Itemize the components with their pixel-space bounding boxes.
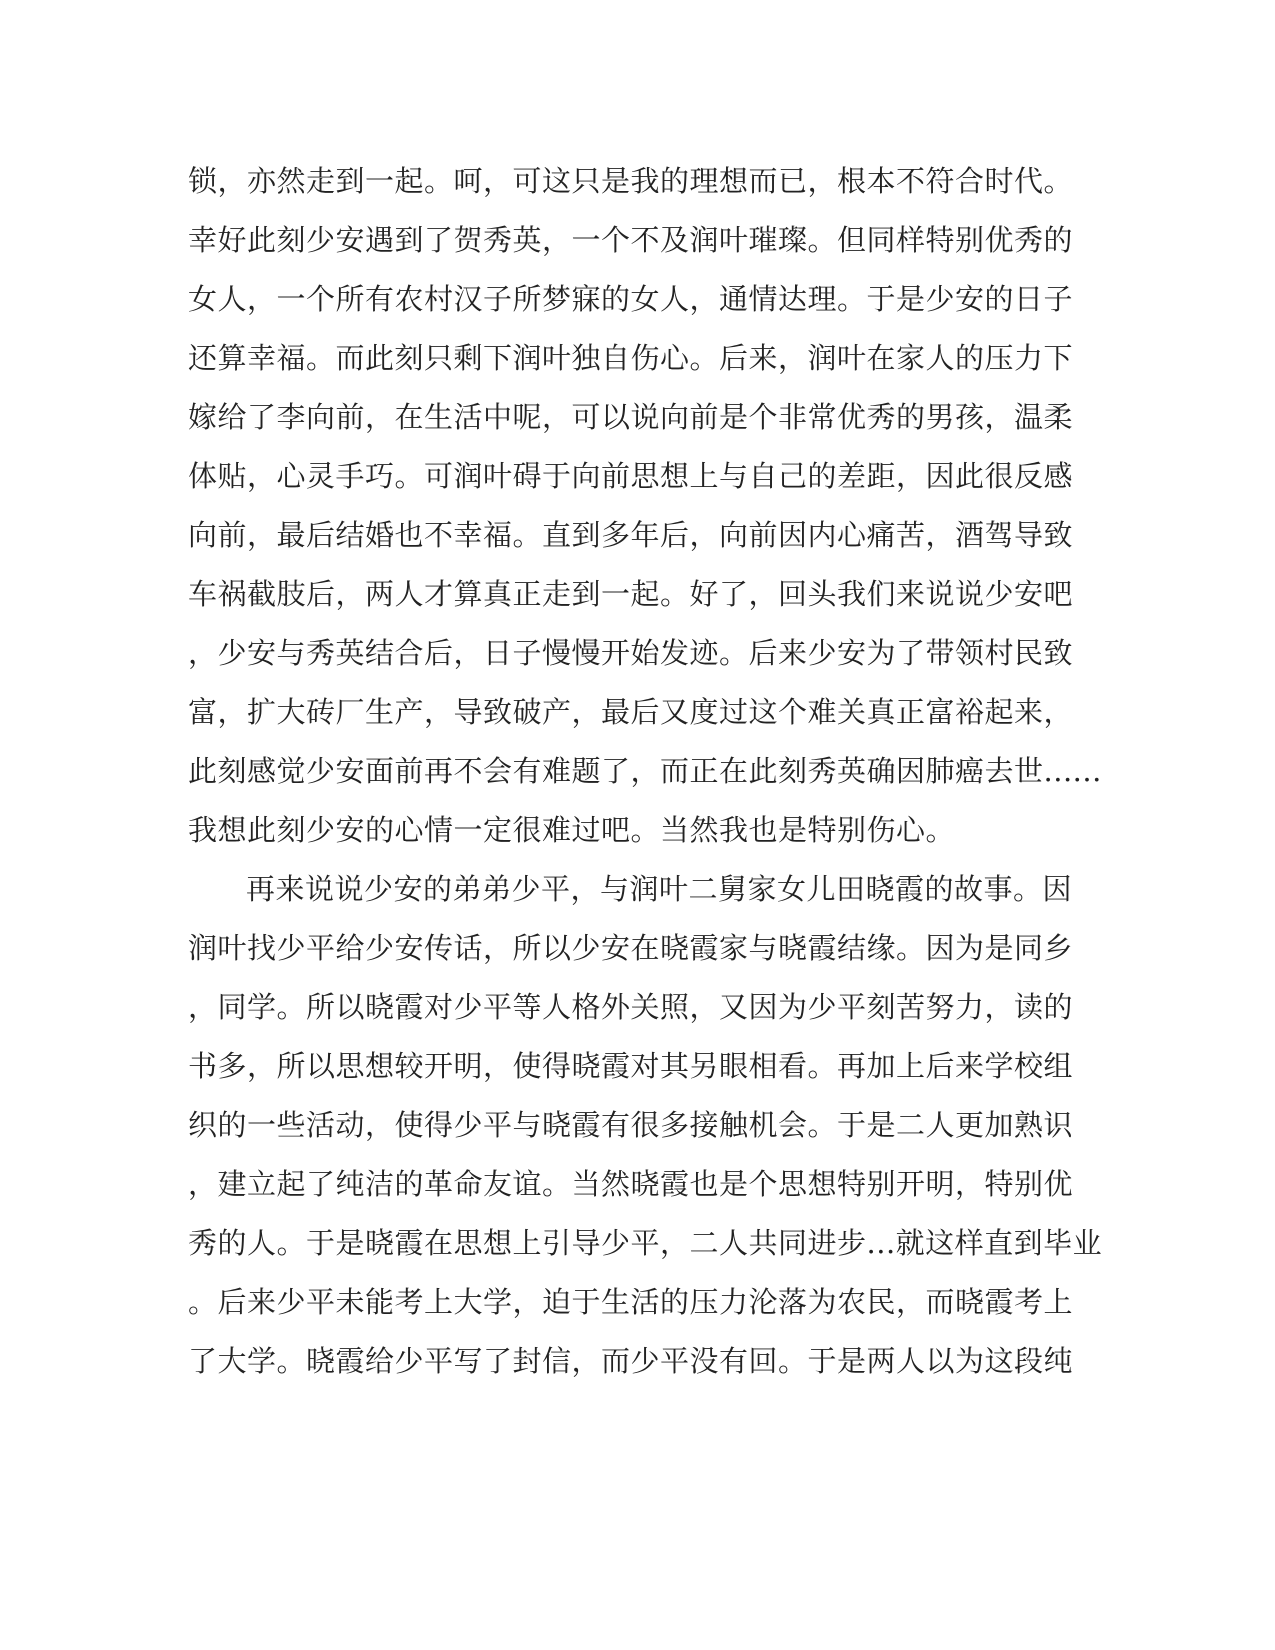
text-line: 体贴，心灵手巧。可润叶碍于向前思想上与自己的差距，因此很反感 [188, 459, 1074, 493]
text-line: 锁，亦然走到一起。呵，可这只是我的理想而已，根本不符合时代。 [188, 164, 1074, 198]
text-line: 富，扩大砖厂生产，导致破产，最后又度过这个难关真正富裕起来， [188, 695, 1074, 729]
text-line: 织的一些活动，使得少平与晓霞有很多接触机会。于是二人更加熟识 [188, 1108, 1074, 1142]
text-line: 幸好此刻少安遇到了贺秀英，一个不及润叶璀璨。但同样特别优秀的 [188, 223, 1074, 257]
text-line: 了大学。晓霞给少平写了封信，而少平没有回。于是两人以为这段纯 [188, 1344, 1074, 1378]
text-line: ，少安与秀英结合后，日子慢慢开始发迹。后来少安为了带领村民致 [188, 636, 1074, 670]
text-line: 我想此刻少安的心情一定很难过吧。当然我也是特别伤心。 [188, 813, 956, 847]
text-line: 女人，一个所有农村汉子所梦寐的女人，通情达理。于是少安的日子 [188, 282, 1074, 316]
text-line: 向前，最后结婚也不幸福。直到多年后，向前因内心痛苦，酒驾导致 [188, 518, 1074, 552]
text-line: 秀的人。于是晓霞在思想上引导少平，二人共同进步...就这样直到毕业 [188, 1226, 1103, 1260]
text-line: 车祸截肢后，两人才算真正走到一起。好了，回头我们来说说少安吧 [188, 577, 1074, 611]
text-line: 还算幸福。而此刻只剩下润叶独自伤心。后来，润叶在家人的压力下 [188, 341, 1074, 375]
text-line: 此刻感觉少安面前再不会有难题了，而正在此刻秀英确因肺癌去世...... [188, 754, 1102, 788]
text-line: 再来说说少安的弟弟少平，与润叶二舅家女儿田晓霞的故事。因 [246, 872, 1073, 906]
text-line: 嫁给了李向前，在生活中呢，可以说向前是个非常优秀的男孩，温柔 [188, 400, 1074, 434]
text-line: 。后来少平未能考上大学，迫于生活的压力沦落为农民，而晓霞考上 [188, 1285, 1074, 1319]
text-line: ，同学。所以晓霞对少平等人格外关照，又因为少平刻苦努力，读的 [188, 990, 1074, 1024]
text-line: 书多，所以思想较开明，使得晓霞对其另眼相看。再加上后来学校组 [188, 1049, 1074, 1083]
text-line: ，建立起了纯洁的革命友谊。当然晓霞也是个思想特别开明，特别优 [188, 1167, 1074, 1201]
text-line: 润叶找少平给少安传话，所以少安在晓霞家与晓霞结缘。因为是同乡 [188, 931, 1074, 965]
